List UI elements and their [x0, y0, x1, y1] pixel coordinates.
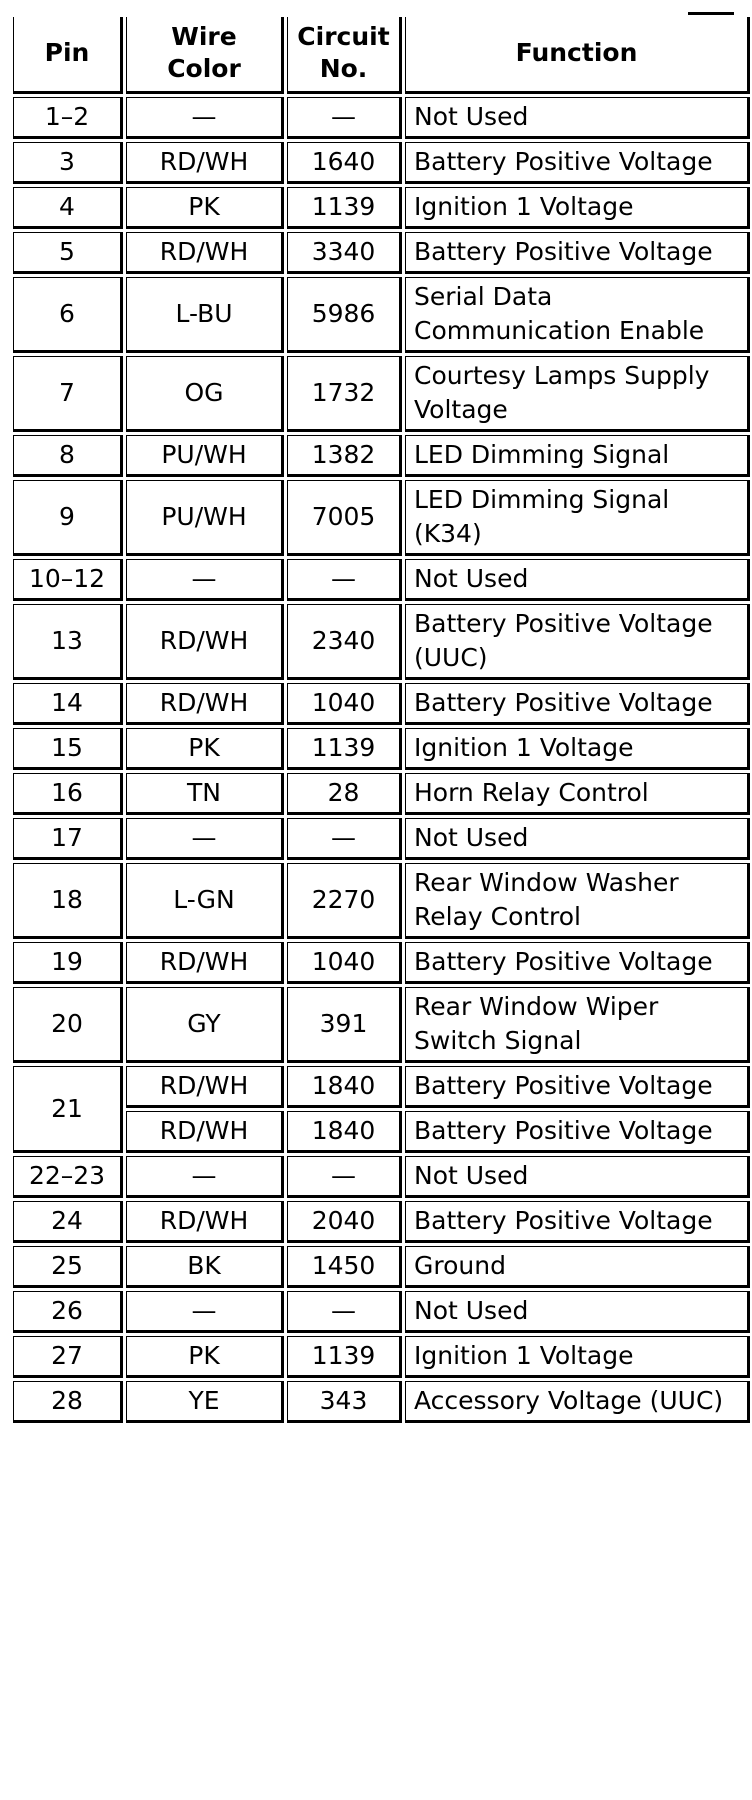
pin-cell: 15: [13, 728, 123, 770]
function-cell: Battery Positive Voltage: [405, 232, 750, 274]
pin-cell: 24: [13, 1201, 123, 1243]
circuit-no-cell: 1840: [287, 1066, 402, 1108]
wire-color-cell: YE: [126, 1381, 284, 1423]
function-cell: Battery Positive Voltage: [405, 142, 750, 184]
function-cell: Rear Window Washer Relay Control: [405, 863, 750, 939]
connector-pinout-document: [10, 14, 752, 1426]
table-row: [13, 1156, 750, 1198]
table-row: [13, 683, 750, 725]
circuit-no-cell: 2270: [287, 863, 402, 939]
wire-color-cell: RD/WH: [126, 232, 284, 274]
circuit-no-cell: 5986: [287, 277, 402, 353]
circuit-no-cell: 1382: [287, 435, 402, 477]
pin-cell: 26: [13, 1291, 123, 1333]
function-cell: LED Dimming Signal: [405, 435, 750, 477]
pin-cell: 25: [13, 1246, 123, 1288]
circuit-no-cell: 7005: [287, 480, 402, 556]
function-cell: Battery Positive Voltage: [405, 1201, 750, 1243]
pin-cell: 10–12: [13, 559, 123, 601]
table-row: [13, 232, 750, 274]
circuit-no-cell: —: [287, 559, 402, 601]
function-cell: Ignition 1 Voltage: [405, 728, 750, 770]
wire-color-cell: TN: [126, 773, 284, 815]
circuit-no-cell: 1840: [287, 1111, 402, 1153]
circuit-no-cell: —: [287, 818, 402, 860]
pin-cell: 22–23: [13, 1156, 123, 1198]
table-row: [13, 728, 750, 770]
pin-cell: 16: [13, 773, 123, 815]
circuit-no-cell: 2340: [287, 604, 402, 680]
function-cell: Serial Data Communication Enable: [405, 277, 750, 353]
table-row: [13, 435, 750, 477]
pin-cell: 27: [13, 1336, 123, 1378]
table-row: [13, 356, 750, 432]
table-row: [13, 1111, 750, 1153]
wire-color-cell: RD/WH: [126, 1111, 284, 1153]
pin-cell: 6: [13, 277, 123, 353]
pin-cell: 8: [13, 435, 123, 477]
function-cell: Not Used: [405, 1291, 750, 1333]
pin-cell: 3: [13, 142, 123, 184]
header-function: Function: [405, 17, 750, 94]
circuit-no-cell: 1139: [287, 1336, 402, 1378]
wire-color-cell: RD/WH: [126, 1201, 284, 1243]
wire-color-cell: —: [126, 818, 284, 860]
pin-cell: 17: [13, 818, 123, 860]
function-cell: Battery Positive Voltage (UUC): [405, 604, 750, 680]
function-cell: Not Used: [405, 559, 750, 601]
header-pin: Pin: [13, 17, 123, 94]
function-cell: LED Dimming Signal (K34): [405, 480, 750, 556]
pinout-table-body: [13, 97, 750, 1423]
table-row: [13, 1291, 750, 1333]
pin-cell: 4: [13, 187, 123, 229]
header-wire-color: Wire Color: [126, 17, 284, 94]
wire-color-cell: OG: [126, 356, 284, 432]
table-row: [13, 942, 750, 984]
circuit-no-cell: 1040: [287, 683, 402, 725]
table-row: [13, 1066, 750, 1108]
table-row: [13, 1336, 750, 1378]
function-cell: Rear Window Wiper Switch Signal: [405, 987, 750, 1063]
circuit-no-cell: —: [287, 1156, 402, 1198]
table-row: [13, 480, 750, 556]
wire-color-cell: GY: [126, 987, 284, 1063]
table-row: [13, 97, 750, 139]
function-cell: Horn Relay Control: [405, 773, 750, 815]
table-row: [13, 863, 750, 939]
function-cell: Not Used: [405, 97, 750, 139]
table-row: [13, 187, 750, 229]
pin-cell: 1–2: [13, 97, 123, 139]
header-circuit-no: Circuit No.: [287, 17, 402, 94]
circuit-no-cell: 1139: [287, 728, 402, 770]
table-row: [13, 1381, 750, 1423]
table-row: [13, 559, 750, 601]
pin-cell: 14: [13, 683, 123, 725]
wire-color-cell: PK: [126, 728, 284, 770]
wire-color-cell: RD/WH: [126, 604, 284, 680]
circuit-no-cell: —: [287, 1291, 402, 1333]
wire-color-cell: —: [126, 559, 284, 601]
table-row: [13, 1201, 750, 1243]
function-cell: Courtesy Lamps Supply Voltage: [405, 356, 750, 432]
circuit-no-cell: 2040: [287, 1201, 402, 1243]
function-cell: Battery Positive Voltage: [405, 1066, 750, 1108]
wire-color-cell: RD/WH: [126, 142, 284, 184]
pin-cell: 19: [13, 942, 123, 984]
header-row: [13, 17, 750, 94]
wire-color-cell: —: [126, 1291, 284, 1333]
table-row: [13, 142, 750, 184]
circuit-no-cell: 3340: [287, 232, 402, 274]
pin-cell: 28: [13, 1381, 123, 1423]
wire-color-cell: RD/WH: [126, 942, 284, 984]
pin-cell: 7: [13, 356, 123, 432]
wire-color-cell: RD/WH: [126, 683, 284, 725]
function-cell: Battery Positive Voltage: [405, 942, 750, 984]
circuit-no-cell: 1450: [287, 1246, 402, 1288]
pin-cell: 5: [13, 232, 123, 274]
function-cell: Ignition 1 Voltage: [405, 1336, 750, 1378]
function-cell: Ignition 1 Voltage: [405, 187, 750, 229]
wire-color-cell: PK: [126, 187, 284, 229]
circuit-no-cell: 28: [287, 773, 402, 815]
circuit-no-cell: 343: [287, 1381, 402, 1423]
pin-cell: 18: [13, 863, 123, 939]
wire-color-cell: L-BU: [126, 277, 284, 353]
circuit-no-cell: 1040: [287, 942, 402, 984]
table-row: [13, 277, 750, 353]
table-row: [13, 1246, 750, 1288]
pin-cell: 21: [13, 1066, 123, 1153]
pin-cell: 9: [13, 480, 123, 556]
circuit-no-cell: 1732: [287, 356, 402, 432]
wire-color-cell: —: [126, 97, 284, 139]
function-cell: Battery Positive Voltage: [405, 1111, 750, 1153]
table-row: [13, 604, 750, 680]
function-cell: Not Used: [405, 1156, 750, 1198]
wire-color-cell: PU/WH: [126, 435, 284, 477]
circuit-no-cell: 1640: [287, 142, 402, 184]
pinout-table: [10, 14, 752, 1426]
wire-color-cell: RD/WH: [126, 1066, 284, 1108]
wire-color-cell: L-GN: [126, 863, 284, 939]
pin-cell: 13: [13, 604, 123, 680]
table-row: [13, 773, 750, 815]
function-cell: Not Used: [405, 818, 750, 860]
wire-color-cell: —: [126, 1156, 284, 1198]
circuit-no-cell: 1139: [287, 187, 402, 229]
wire-color-cell: PK: [126, 1336, 284, 1378]
function-cell: Accessory Voltage (UUC): [405, 1381, 750, 1423]
circuit-no-cell: —: [287, 97, 402, 139]
pin-cell: 20: [13, 987, 123, 1063]
table-row: [13, 987, 750, 1063]
function-cell: Battery Positive Voltage: [405, 683, 750, 725]
circuit-no-cell: 391: [287, 987, 402, 1063]
table-row: [13, 818, 750, 860]
function-cell: Ground: [405, 1246, 750, 1288]
wire-color-cell: PU/WH: [126, 480, 284, 556]
wire-color-cell: BK: [126, 1246, 284, 1288]
